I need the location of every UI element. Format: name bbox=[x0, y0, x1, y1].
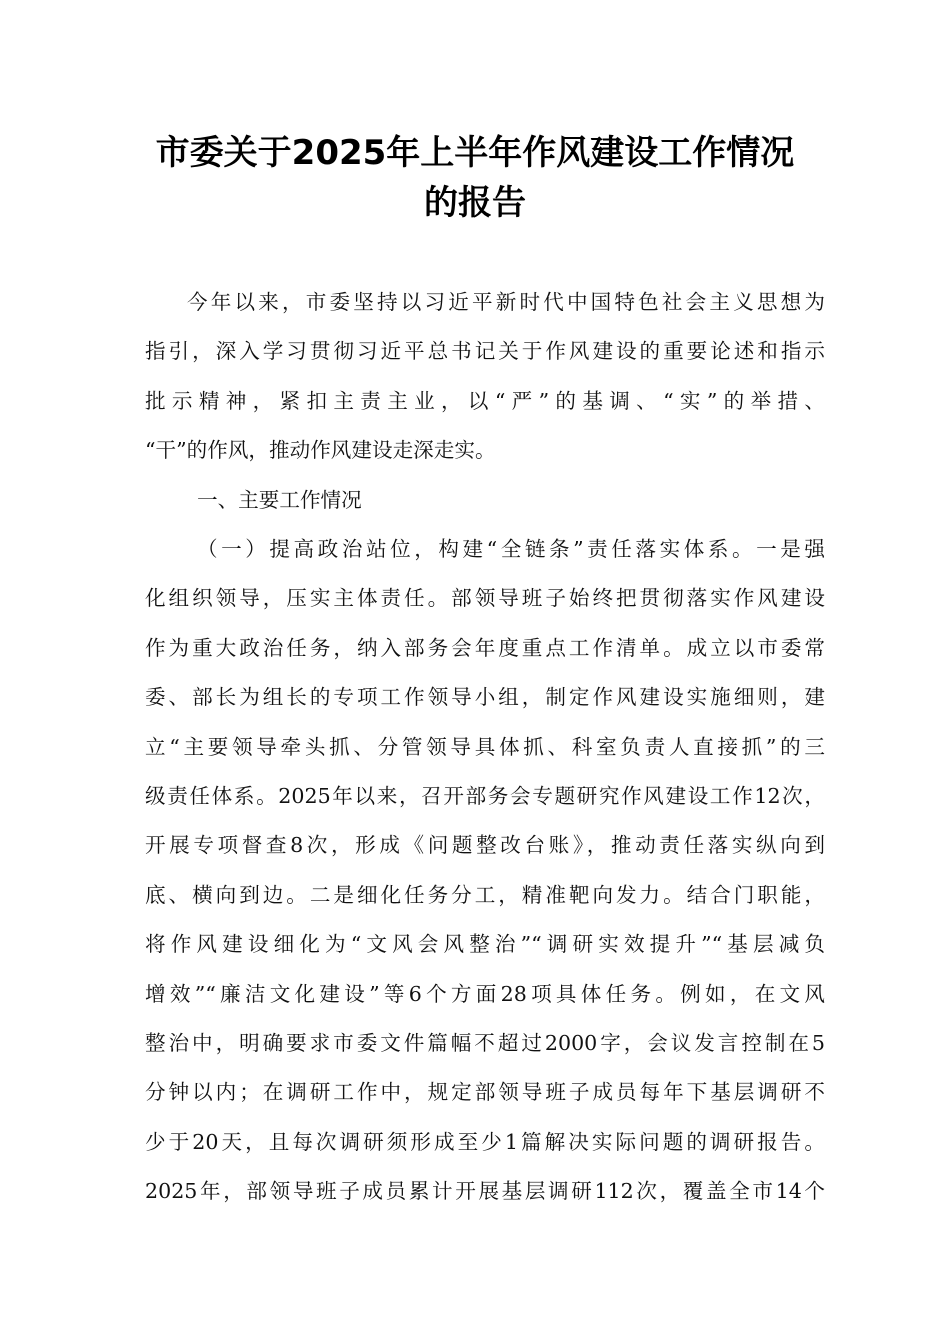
text-line: （一）提高政治站位，构建“全链条”责任落实体系。一是强 bbox=[197, 537, 825, 561]
text-line: 一、主要工作情况 bbox=[197, 487, 362, 512]
text-line: 2025年，部领导班子成员累计开展基层调研112次，覆盖全市14个 bbox=[145, 1179, 825, 1204]
text-line: 立“主要领导牵头抓、分管领导具体抓、科室负责人直接抓”的三 bbox=[145, 734, 825, 759]
text-line: 批示精神，紧扣主责主业，以“严”的基调、“实”的举措、 bbox=[145, 388, 825, 413]
text-line: 底、横向到边。二是细化任务分工，精准靶向发力。结合门职能， bbox=[145, 882, 825, 907]
text-line: 分钟以内；在调研工作中，规定部领导班子成员每年下基层调研不 bbox=[145, 1080, 825, 1105]
text-line: 少于20天，且每次调研须形成至少1篇解决实际问题的调研报告。 bbox=[145, 1129, 825, 1154]
text-line: 整治中，明确要求市委文件篇幅不超过2000字，会议发言控制在5 bbox=[145, 1031, 825, 1055]
document-title-line-1: 市委关于2025年上半年作风建设工作情况 bbox=[155, 133, 795, 173]
text-line: 增效”“廉洁文化建设”等6个方面28项具体任务。例如，在文风 bbox=[145, 981, 825, 1006]
text-line: “干”的作风，推动作风建设走深走实。 bbox=[145, 438, 496, 463]
text-line: 作为重大政治任务，纳入部务会年度重点工作清单。成立以市委常 bbox=[145, 635, 825, 660]
text-line: 委、部长为组长的专项工作领导小组，制定作风建设实施细则，建 bbox=[145, 685, 825, 710]
text-line: 今年以来，市委坚持以习近平新时代中国特色社会主义思想为 bbox=[187, 290, 825, 314]
text-line: 开展专项督查8次，形成《问题整改台账》，推动责任落实纵向到 bbox=[145, 833, 825, 858]
text-line: 指引，深入学习贯彻习近平总书记关于作风建设的重要论述和指示 bbox=[145, 339, 825, 364]
text-line: 级责任体系。2025年以来，召开部务会专题研究作风建设工作12次， bbox=[145, 784, 825, 808]
text-line: 化组织领导，压实主体责任。部领导班子始终把贯彻落实作风建设 bbox=[145, 586, 825, 611]
text-line: 将作风建设细化为“文风会风整治”“调研实效提升”“基层减负 bbox=[145, 932, 825, 957]
document-title-line-2: 的报告 bbox=[424, 183, 526, 223]
